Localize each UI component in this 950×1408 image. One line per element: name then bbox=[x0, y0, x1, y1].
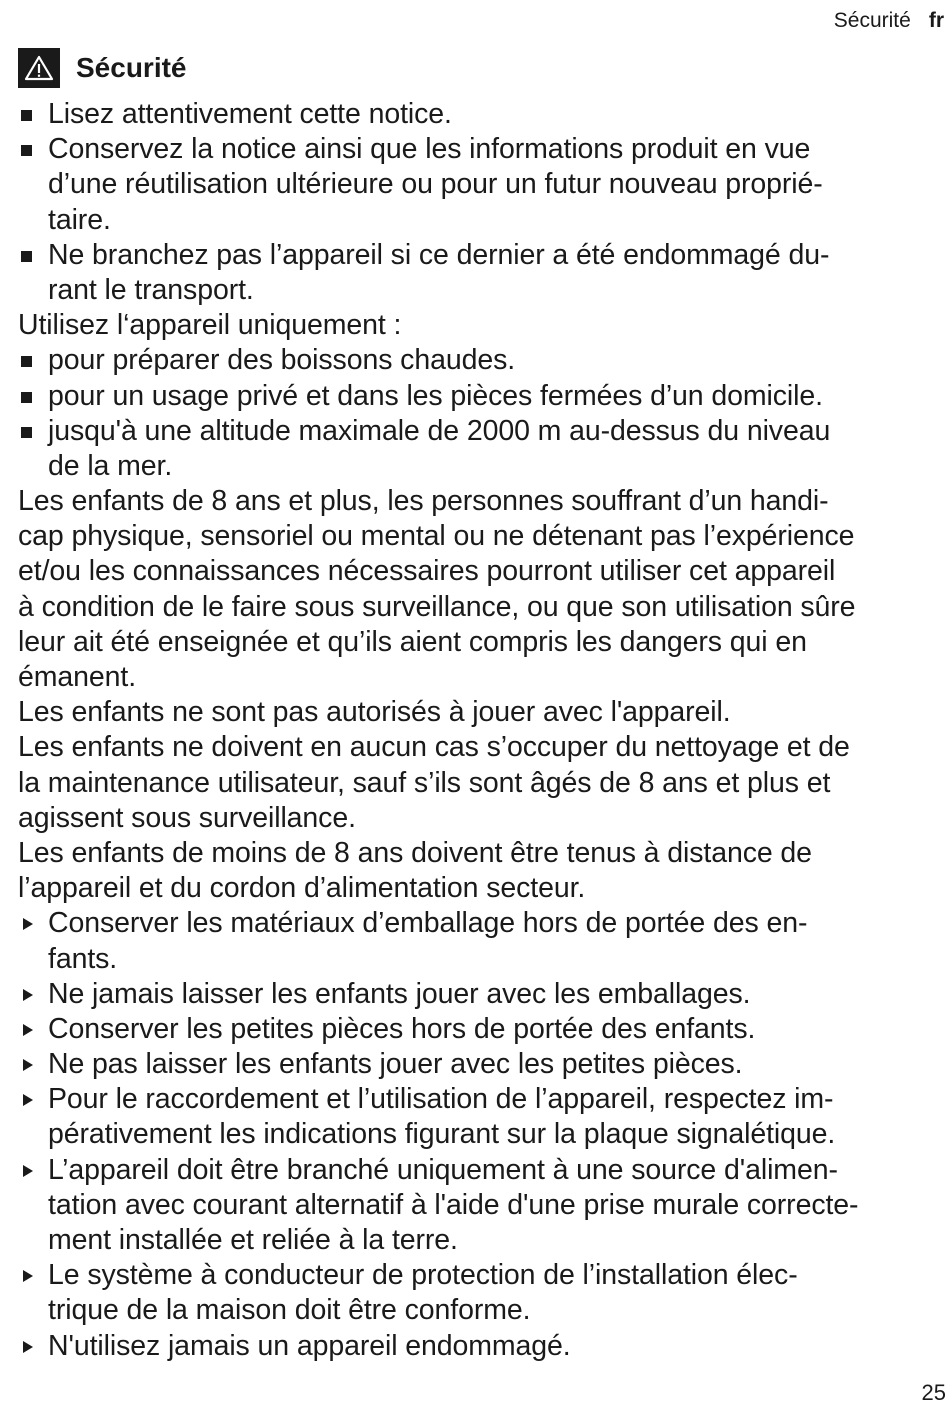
triangle-bullet-icon bbox=[23, 1341, 33, 1353]
instruction-item bbox=[18, 1082, 948, 1117]
continuation-line bbox=[18, 942, 948, 977]
line-text: émanent. bbox=[18, 661, 137, 693]
section-heading: Sécurité bbox=[76, 52, 187, 83]
line-text: pour préparer des boissons chaudes. bbox=[48, 344, 516, 377]
line-text: taire. bbox=[48, 203, 111, 236]
triangle-bullet-icon bbox=[23, 918, 33, 930]
bullet-item bbox=[18, 97, 948, 132]
triangle-bullet-icon bbox=[23, 1059, 33, 1071]
square-bullet-icon bbox=[21, 145, 32, 156]
line-text: Ne jamais laisser les enfants jouer avec les emballages. bbox=[48, 977, 751, 1010]
line-text: à condition de le faire sous surveillance, ou que son utilisation sûre bbox=[18, 590, 856, 623]
line-text: tation avec courant alternatif à l'aide d'une prise murale correcte- bbox=[48, 1188, 859, 1221]
text-line bbox=[18, 308, 948, 343]
triangle-bullet-icon bbox=[23, 1165, 33, 1177]
line-text: de la mer. bbox=[48, 449, 173, 482]
running-header-section: Sécurité bbox=[833, 9, 911, 32]
text-line bbox=[18, 590, 948, 625]
square-bullet-icon bbox=[21, 427, 32, 438]
line-text: pérativement les indications figurant sur la plaque signalétique. bbox=[48, 1118, 836, 1151]
line-text: rant le transport. bbox=[48, 273, 254, 306]
bullet-item bbox=[18, 238, 948, 273]
line-text: Utilisez l‘appareil uniquement : bbox=[18, 309, 402, 342]
page-number: 25 bbox=[921, 1380, 946, 1405]
line-text: cap physique, sensoriel ou mental ou ne détenant pas l’expérience bbox=[18, 520, 855, 553]
text-line bbox=[18, 836, 948, 871]
line-text: Conserver les petites pièces hors de portée des enfants. bbox=[48, 1012, 756, 1045]
line-text: N'utilisez jamais un appareil endommagé. bbox=[48, 1329, 571, 1362]
instruction-item bbox=[18, 977, 948, 1012]
triangle-bullet-icon bbox=[23, 1094, 33, 1106]
text-line bbox=[18, 730, 948, 765]
bullet-item bbox=[18, 379, 948, 414]
bullet-item bbox=[18, 414, 948, 449]
line-text: Ne branchez pas l’appareil si ce dernier a été endommagé du- bbox=[48, 238, 830, 271]
instruction-item bbox=[18, 1012, 948, 1047]
continuation-line bbox=[18, 203, 948, 238]
square-bullet-icon bbox=[21, 110, 32, 121]
continuation-line bbox=[18, 1117, 948, 1152]
line-text: pour un usage privé et dans les pièces fermées d’un domicile. bbox=[48, 379, 823, 412]
bullet-item bbox=[18, 132, 948, 167]
line-text: l’appareil et du cordon d’alimentation secteur. bbox=[18, 872, 586, 905]
continuation-line bbox=[18, 449, 948, 484]
line-text: Les enfants de 8 ans et plus, les personnes souffrant d’un handi- bbox=[18, 485, 829, 518]
line-text: Les enfants de moins de 8 ans doivent être tenus à distance de bbox=[18, 836, 812, 869]
text-line bbox=[18, 519, 948, 554]
instruction-item bbox=[18, 906, 948, 941]
line-text: la maintenance utilisateur, sauf s’ils sont âgés de 8 ans et plus et bbox=[18, 766, 831, 799]
warning-triangle-icon bbox=[18, 48, 60, 88]
line-text: d’une réutilisation ultérieure ou pour un futur nouveau proprié- bbox=[48, 168, 823, 201]
line-text: et/ou les connaissances nécessaires pourront utiliser cet appareil bbox=[18, 555, 836, 588]
line-text: ment installée et reliée à la terre. bbox=[48, 1224, 458, 1256]
triangle-bullet-icon bbox=[23, 1270, 33, 1282]
continuation-line bbox=[18, 1223, 948, 1258]
line-text: Ne pas laisser les enfants jouer avec les petites pièces. bbox=[48, 1048, 743, 1081]
continuation-line bbox=[18, 1188, 948, 1223]
continuation-line bbox=[18, 273, 948, 308]
line-text: trique de la maison doit être conforme. bbox=[48, 1294, 531, 1327]
line-text: leur ait été enseignée et qu’ils aient compris les dangers qui en bbox=[18, 625, 807, 658]
line-text: Pour le raccordement et l’utilisation de l’appareil, respectez im- bbox=[48, 1083, 834, 1116]
section-title bbox=[18, 48, 187, 88]
line-text: agissent sous surveillance. bbox=[18, 801, 356, 834]
text-line bbox=[18, 554, 948, 589]
continuation-line bbox=[18, 167, 948, 202]
instruction-item bbox=[18, 1047, 948, 1082]
line-text: fants. bbox=[48, 942, 118, 975]
triangle-bullet-icon bbox=[23, 1024, 33, 1036]
text-line bbox=[18, 484, 948, 519]
text-line bbox=[18, 871, 948, 906]
bullet-item bbox=[18, 343, 948, 378]
continuation-line bbox=[18, 1293, 948, 1328]
line-text: Les enfants ne sont pas autorisés à jouer avec l'appareil. bbox=[18, 696, 731, 729]
instruction-item bbox=[18, 1329, 948, 1364]
text-line bbox=[18, 801, 948, 836]
line-text: Conserver les matériaux d’emballage hors de portée des en- bbox=[48, 907, 808, 940]
text-line bbox=[18, 625, 948, 660]
instruction-item bbox=[18, 1258, 948, 1293]
text-line bbox=[18, 766, 948, 801]
square-bullet-icon bbox=[21, 251, 32, 262]
instruction-item bbox=[18, 1153, 948, 1188]
line-text: Le système à conducteur de protection de l’installation élec- bbox=[48, 1259, 798, 1292]
square-bullet-icon bbox=[21, 356, 32, 367]
square-bullet-icon bbox=[21, 392, 32, 403]
triangle-bullet-icon bbox=[23, 989, 33, 1001]
language-code: fr bbox=[928, 9, 944, 32]
line-text: Les enfants ne doivent en aucun cas s’occuper du nettoyage et de bbox=[18, 731, 850, 764]
line-text: L’appareil doit être branché uniquement à une source d'alimen- bbox=[48, 1153, 838, 1186]
text-line bbox=[18, 660, 948, 695]
line-text: Conservez la notice ainsi que les informations produit en vue bbox=[48, 133, 811, 166]
line-text: jusqu'à une altitude maximale de 2000 m au-dessus du niveau bbox=[48, 414, 831, 447]
text-line bbox=[18, 695, 948, 730]
line-text: Lisez attentivement cette notice. bbox=[48, 98, 452, 130]
safety-text bbox=[18, 97, 948, 1364]
running-header bbox=[834, 8, 944, 34]
